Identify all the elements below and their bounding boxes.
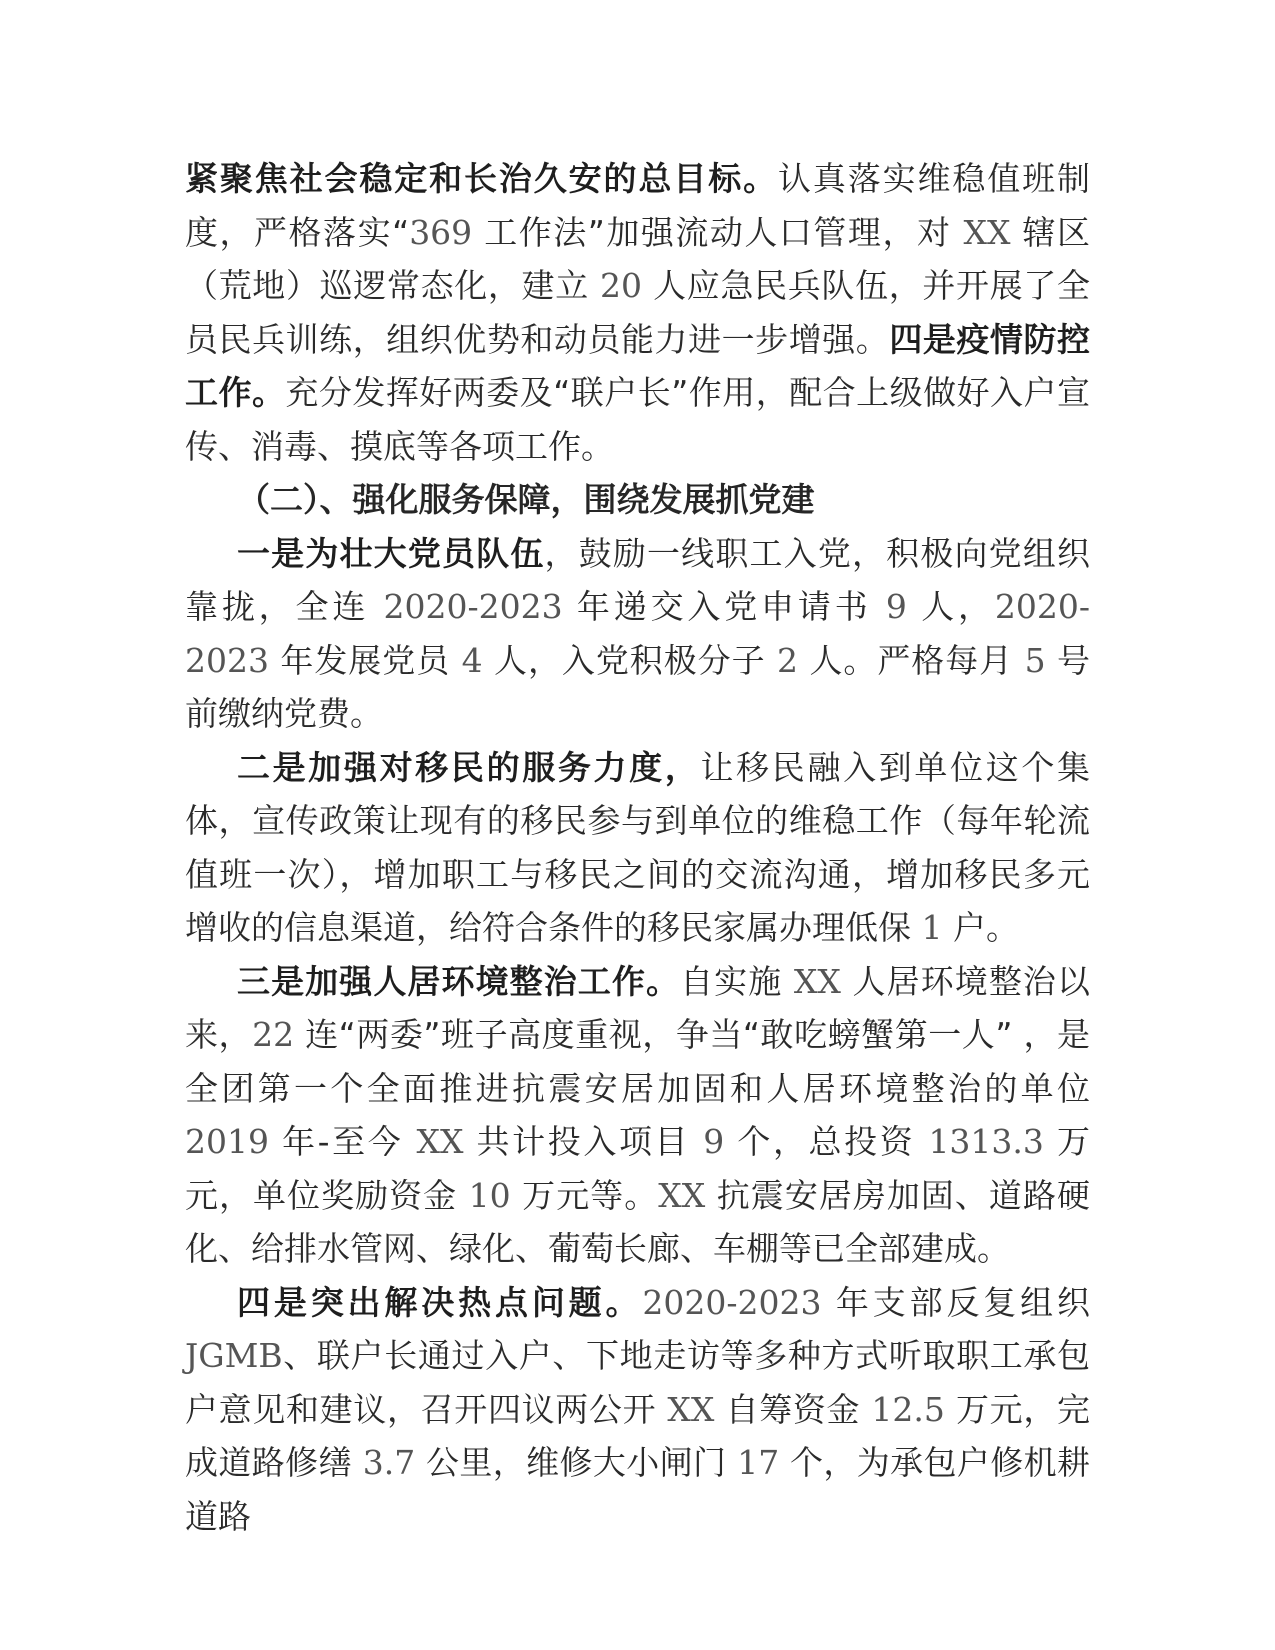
paragraph-hot-issues [185, 1276, 1090, 1544]
paragraph-lead: 四是疫情防控工作。 [185, 319, 1091, 412]
number-text: JGMB [185, 1336, 283, 1375]
paragraph-text: 人。严格每月 [798, 640, 1025, 680]
paragraph-lead: 紧聚焦社会稳定和长治久安的总目标。 [185, 159, 778, 198]
paragraph-environment [185, 955, 1090, 1276]
paragraph-text: 连“两委”班子高度重视，争当“敢吃螃蟹第一人” ，是全团第一个全面推进抗震安居加固和人居环境整治的单位 [185, 1015, 1090, 1108]
number-text: XX [793, 961, 841, 1001]
paragraph-text: 号前缴纳党费。 [185, 640, 1090, 733]
paragraph-text: 万元等。 [510, 1175, 659, 1215]
number-text: 2020-2023 [383, 587, 563, 626]
paragraph-text: 户。 [942, 908, 1019, 947]
number-text: 2019 [185, 1122, 269, 1161]
number-text: 1313.3 [928, 1122, 1044, 1161]
paragraph-text: 公里，维修大小闸门 [415, 1443, 738, 1482]
number-text: 2020-2023 [185, 587, 1090, 680]
number-text: 20 [600, 266, 642, 305]
paragraph-text: 、联户长通过入户、下地走访等多种方式听取职工承包户意见和建议，召开四议两公开 [185, 1336, 1090, 1429]
paragraph-text: 万元，单位奖励资金 [185, 1122, 1090, 1215]
number-text: XX [667, 1389, 715, 1429]
paragraph-lead: 三是加强人居环境整治工作。 [237, 961, 681, 1001]
number-text: 10 [468, 1175, 511, 1215]
paragraph-text: 个，总投资 [724, 1122, 929, 1161]
number-text: 2 [777, 640, 799, 680]
number-text: 3.7 [362, 1443, 416, 1482]
paragraph-text: 年-至今 [268, 1122, 417, 1161]
paragraph-text: 抗震安居房加固、道路硬化、给排水管网、绿化、葡萄长廊、车棚等已全部建成。 [185, 1175, 1090, 1268]
number-text: 9 [703, 1122, 725, 1161]
number-text: 22 [252, 1015, 295, 1054]
paragraph-text: 自筹资金 [714, 1389, 872, 1429]
document-body [185, 152, 1090, 1543]
paragraph-text: ，鼓励一线职工入党，积极向党组织靠拢，全连 [185, 533, 1091, 626]
paragraph-text: 充分发挥好两委及“联户长”作用，配合上级做好入户宣传、消毒、摸底等各项工作。 [185, 373, 1090, 466]
paragraph-text: 辖区（荒地）巡逻常态化，建立 [185, 212, 1091, 305]
number-text: XX [416, 1122, 464, 1161]
number-text: 4 [461, 640, 483, 680]
paragraph-text: 个，为承包户修机耕道路 [185, 1443, 1090, 1536]
paragraph-text: 共计投入项目 [463, 1122, 704, 1161]
paragraph-text: 人，入党积极分子 [482, 640, 778, 680]
number-text: 2020-2023 [642, 1282, 822, 1322]
paragraph-migrants [185, 741, 1090, 955]
paragraph-text: 人， [906, 587, 995, 626]
paragraph-text: 人居环境整治以来， [185, 961, 1090, 1054]
paragraph-text: 自实施 [680, 961, 794, 1001]
paragraph-lead: 二是加强对移民的服务力度， [237, 747, 701, 787]
paragraph-text: 年递交入党申请书 [562, 587, 886, 626]
section-heading: （二）、强化服务保障，围绕发展抓党建 [237, 480, 815, 519]
paragraph-text: 年发展党员 [268, 640, 462, 680]
paragraph-party-members [185, 527, 1090, 741]
number-text: 369 [409, 212, 473, 252]
number-text: 12.5 [871, 1389, 945, 1429]
paragraph-stability [185, 152, 1090, 473]
paragraph-text: 认真落实维稳值班制度，严格落实“ [185, 159, 1091, 252]
paragraph-text: 年支部反复组织 [821, 1282, 1091, 1322]
paragraph-text: 工作法”加强流动人口管理，对 [472, 212, 964, 252]
number-text: 17 [737, 1443, 780, 1482]
number-text: 9 [885, 587, 907, 626]
number-text: 1 [921, 908, 943, 947]
paragraph-text: 万元，完成道路修缮 [185, 1389, 1090, 1482]
number-text: 5 [1024, 640, 1046, 680]
paragraph-lead: 一是为壮大党员队伍 [237, 533, 545, 573]
paragraph-lead: 四是突出解决热点问题。 [237, 1282, 643, 1322]
number-text: XX [963, 212, 1011, 252]
paragraph-text: 让移民融入到单位这个集体，宣传政策让现有的移民参与到单位的维稳工作（每年轮流值班一次），增加职工与移民之间的交流沟通，增加移民多元增收的信息渠道，给符合条件的移民家属办理低保 [185, 747, 1091, 947]
paragraph-text: 人应急民兵队伍，并开展了全员民兵训练，组织优势和动员能力进一步增强。 [185, 266, 1090, 359]
number-text: XX [658, 1175, 706, 1215]
